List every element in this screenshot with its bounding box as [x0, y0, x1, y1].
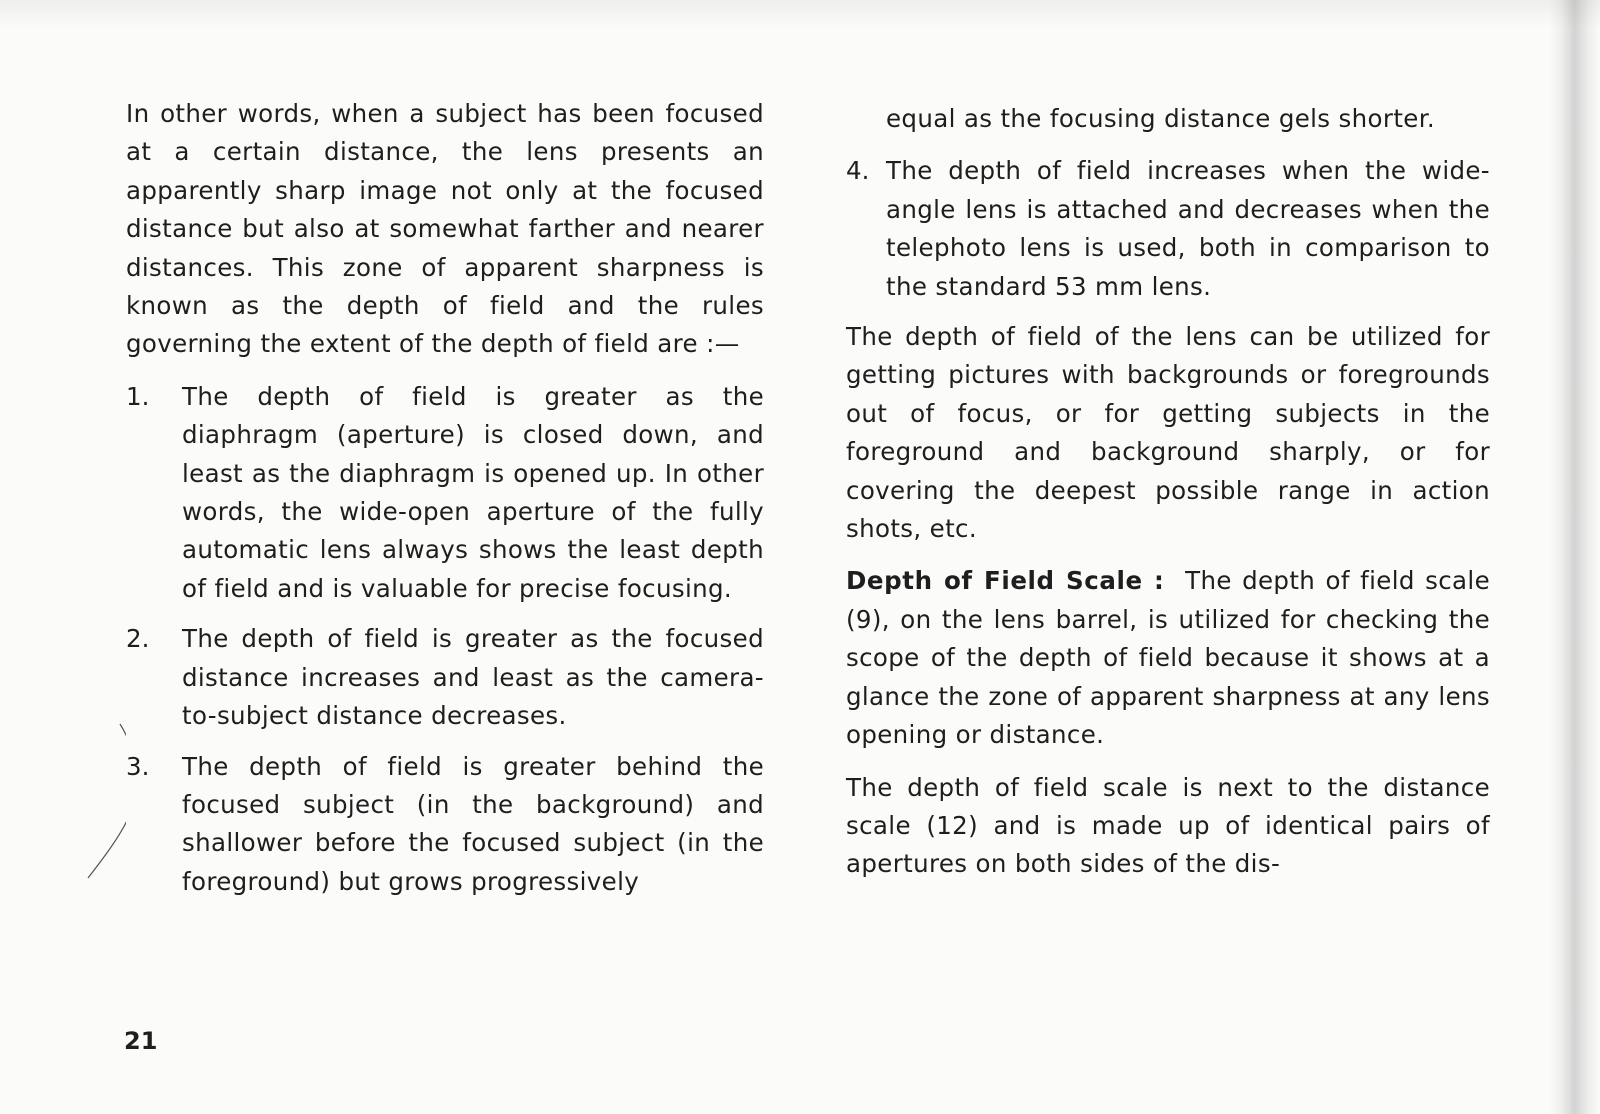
rule-number: 1. — [126, 381, 150, 411]
rule-3-continuation — [846, 100, 1490, 138]
rule-text: The depth of field is greater behind the focused subject (in the background) and shallower before the focused subject (in the foreground) but grows progressively — [182, 751, 764, 896]
rule-item-4 — [846, 152, 1490, 306]
rule-number: 4. — [846, 156, 870, 186]
rule-item-1 — [126, 378, 764, 608]
rule-item-2 — [126, 620, 764, 735]
scale-paragraph — [846, 562, 1490, 754]
rule-item-3 — [126, 748, 764, 902]
scale-text: The depth of field scale (9), on the lens barrel, is utilized for checking the scope of the depth of field because it shows at a glance the zone of apparent sharpness at any lens opening or distance. — [846, 566, 1490, 750]
rule-text: equal as the focusing distance gels shorter. — [886, 104, 1436, 133]
rule-number: 3. — [126, 751, 150, 781]
page-number: 21 — [124, 1027, 158, 1055]
utilization-paragraph: The depth of field of the lens can be utilized for getting pictures with backgrounds or foregrounds out of focus, or for getting subjects in the foreground and background sharply, or for covering the deepest possible range in action shots, etc. — [846, 322, 1490, 544]
rule-text: The depth of field is greater as the diaphragm (aperture) is closed down, and least as the diaphragm is opened up. In other words, the wide-open aperture of the fully automatic lens always shows the least depth of field and is valuable for precise focusing. — [182, 381, 764, 603]
section-heading: Depth of Field Scale : — [846, 566, 1165, 596]
left-column — [126, 95, 764, 901]
rule-text: The depth of field increases when the wide-angle lens is attached and decreases when the telephoto lens is used, both in comparison to the standard 53 mm lens. — [886, 156, 1490, 301]
pencil-bracket-mark — [86, 722, 126, 882]
rule-text: The depth of field is greater as the focused distance increases and least as the camera-to-subject distance decreases. — [182, 624, 764, 731]
rule-number: 2. — [126, 624, 150, 654]
right-column — [846, 100, 1490, 884]
intro-paragraph: In other words, when a subject has been focused at a certain distance, the lens presents an apparently sharp image not only at the focused distance but also at somewhat farther and nearer distances. This zone of apparent sharpness is known as the depth of field and the rules governing the extent of the depth of field are :— — [126, 99, 764, 359]
scale-paragraph-2: The depth of field scale is next to the distance scale (12) and is made up of identical pairs of apertures on both sides of the dis- — [846, 772, 1490, 879]
